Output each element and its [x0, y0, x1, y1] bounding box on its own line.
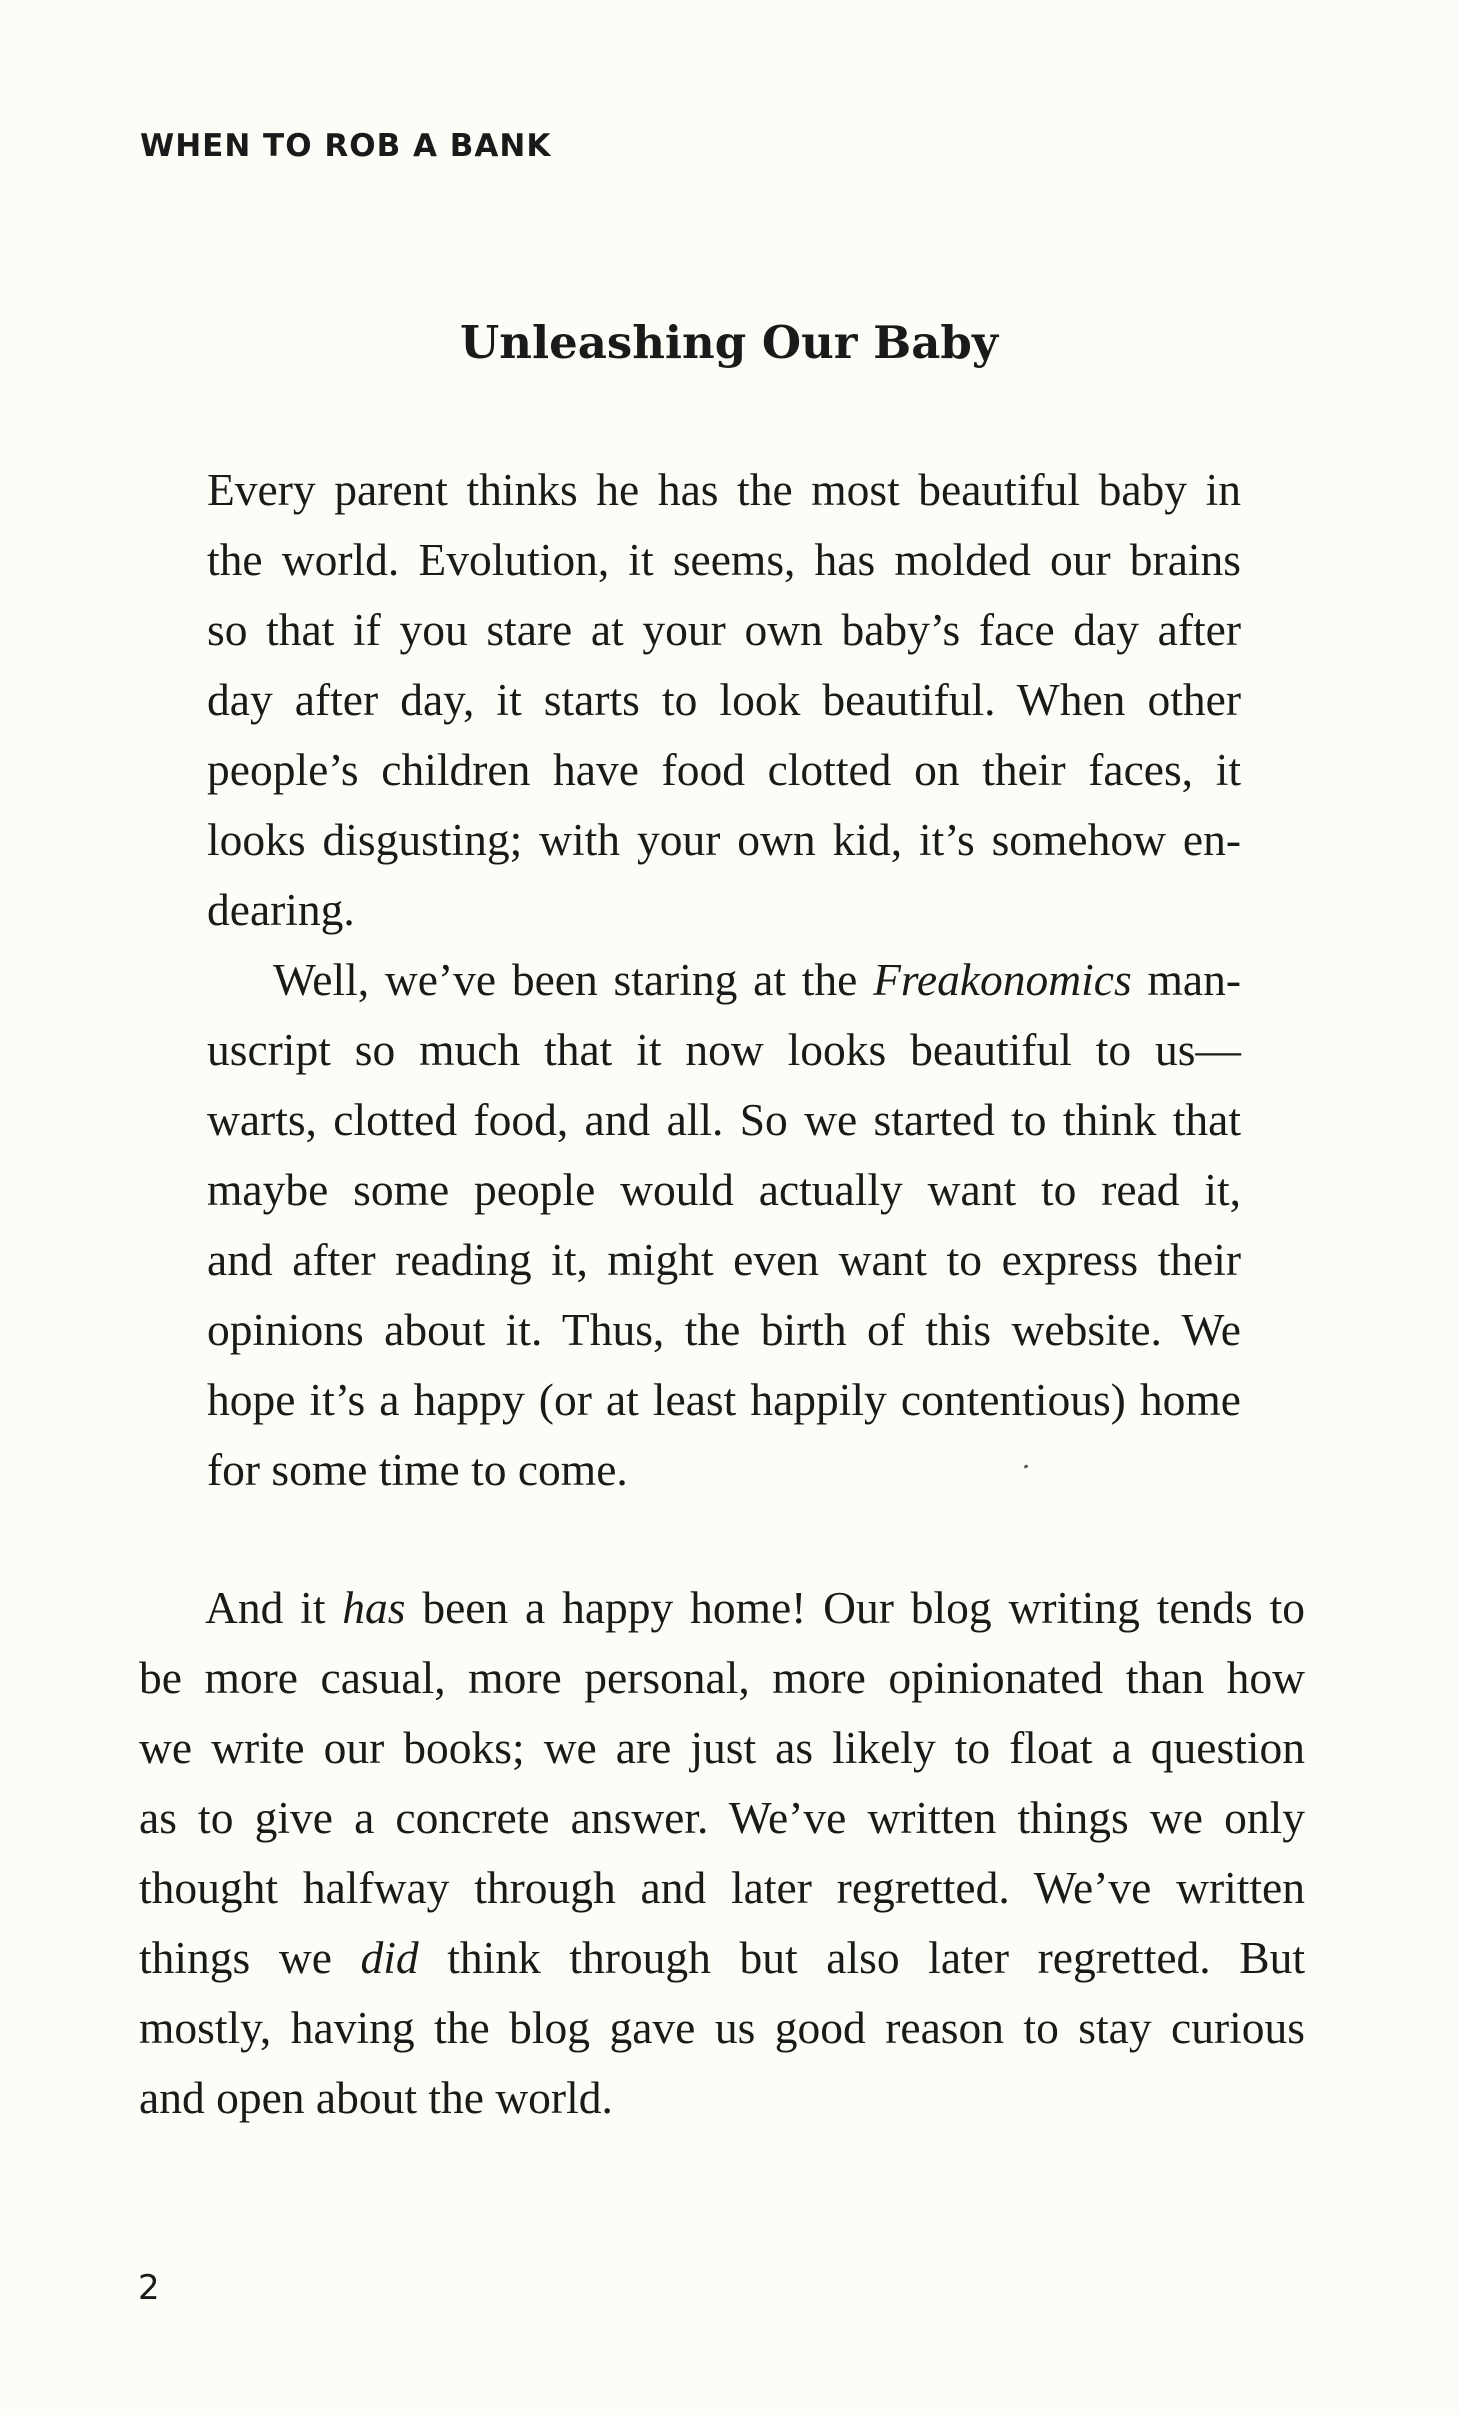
body-text: things we: [139, 1932, 361, 1983]
quote-line: looks disgusting; with your own kid, it’s somehow en-: [207, 814, 1241, 865]
running-head: WHEN TO ROB A BANK: [140, 128, 552, 164]
body-line: and open about the world.: [139, 2072, 613, 2123]
quote-line: so that if you stare at your own baby’s face day after: [207, 604, 1241, 655]
quote-line: opinions about it. Thus, the birth of this website. We: [207, 1304, 1241, 1355]
body-line: [139, 1573, 1305, 1643]
quote-line: maybe some people would actually want to read it,: [207, 1164, 1241, 1215]
quote-line: [207, 945, 1241, 1015]
body-text: been a happy home! Our blog writing tends to: [405, 1582, 1305, 1633]
quote-line: day after day, it starts to look beautiful. When other: [207, 674, 1241, 725]
body-line: thought halfway through and later regretted. We’ve written: [139, 1862, 1305, 1913]
quote-line: dearing.: [207, 884, 355, 935]
quote-line: hope it’s a happy (or at least happily contentious) home: [207, 1374, 1241, 1425]
body-line: mostly, having the blog gave us good reason to stay curious: [139, 2002, 1305, 2053]
quote-line: people’s children have food clotted on their faces, it: [207, 744, 1241, 795]
quote-text: man-: [1131, 954, 1241, 1005]
quote-line: uscript so much that it now looks beautiful to us—: [207, 1024, 1241, 1075]
book-title-italic: Freakonomics: [873, 954, 1132, 1005]
body-text: think through but also later regretted. But: [418, 1932, 1305, 1983]
emphasis-italic: has: [342, 1582, 406, 1633]
quote-line: and after reading it, might even want to express their: [207, 1234, 1241, 1285]
quote-line: the world. Evolution, it seems, has molded our brains: [207, 534, 1241, 585]
quote-line: Every parent thinks he has the most beautiful baby in: [207, 464, 1241, 515]
body-paragraph: [139, 1573, 1305, 2133]
body-line: be more casual, more personal, more opinionated than how: [139, 1652, 1305, 1703]
body-text: And it: [205, 1582, 343, 1633]
emphasis-italic: did: [360, 1932, 419, 1983]
body-line: [139, 1923, 1305, 1993]
quote-line: for some time to come.: [207, 1444, 628, 1495]
quoted-blog-post: [207, 455, 1241, 1505]
body-line: we write our books; we are just as likely to float a question: [139, 1722, 1305, 1773]
quote-line: warts, clotted food, and all. So we started to think that: [207, 1094, 1241, 1145]
quote-text: Well, we’ve been staring at the: [273, 954, 874, 1005]
body-line: as to give a concrete answer. We’ve written things we only: [139, 1792, 1305, 1843]
section-title: Unleashing Our Baby: [460, 316, 998, 369]
page-number: 2: [138, 2268, 160, 2308]
